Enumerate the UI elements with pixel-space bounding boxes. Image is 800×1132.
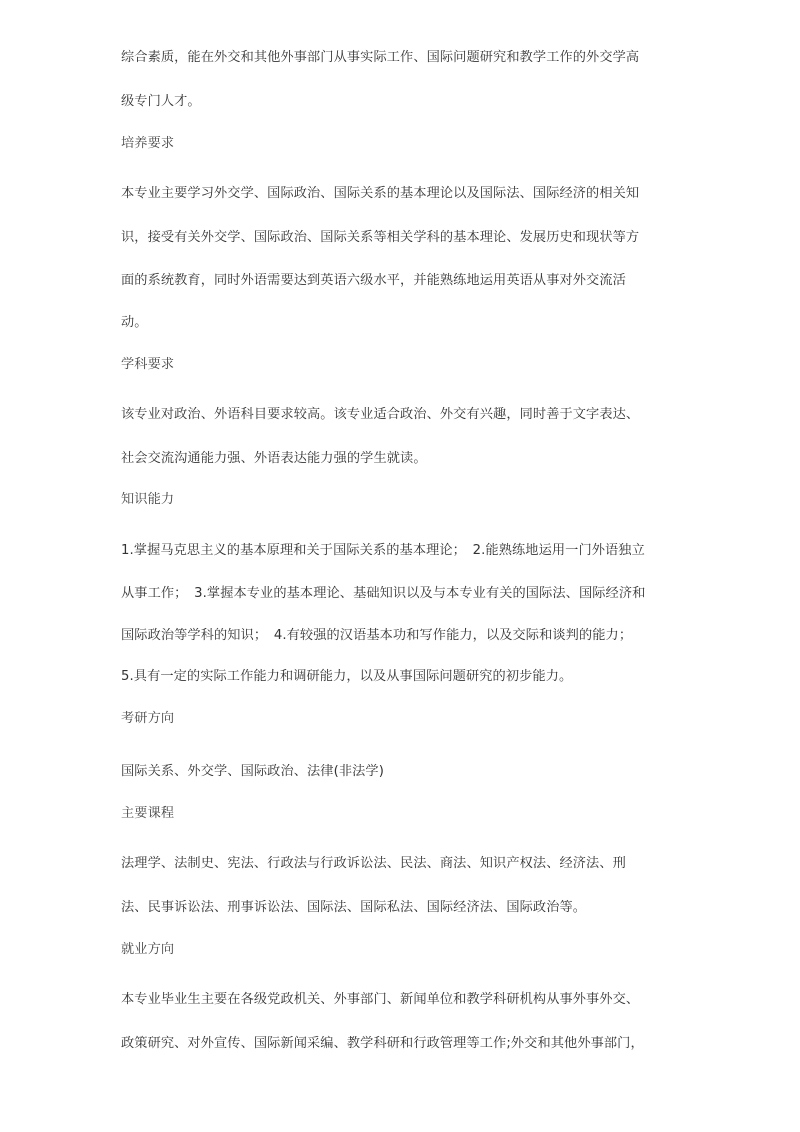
knowledge-line-2: 从事工作； 3.掌握本专业的基本理论、基础知识以及与本专业有关的国际法、国际经济和 [121,586,646,601]
knowledge-line-3: 国际政治等学科的知识； 4.有较强的汉语基本功和写作能力，以及交际和谈判的能力； [121,628,633,643]
intro-line-1: 综合素质，能在外交和其他外事部门从事实际工作、国际问题研究和教学工作的外交学高 [121,50,640,65]
employment-line-1: 本专业毕业生主要在各级党政机关、外事部门、新闻单位和教学科研机构从事外事外交、 [121,992,640,1007]
subject-line-1: 该专业对政治、外语科目要求较高。该专业适合政治、外交有兴趣，同时善于文字表达、 [121,407,640,422]
heading-employment-directions: 就业方向 [121,942,175,957]
knowledge-line-4: 5.具有一定的实际工作能力和调研能力，以及从事国际问题研究的初步能力。 [121,669,573,684]
subject-line-2: 社会交流沟通能力强、外语表达能力强的学生就读。 [121,451,427,466]
training-line-4: 动。 [121,315,148,330]
intro-line-2: 级专门人才。 [121,94,201,109]
heading-main-courses: 主要课程 [121,806,175,821]
heading-training-requirements: 培养要求 [121,136,175,151]
heading-subject-requirements: 学科要求 [121,357,175,372]
courses-line-2: 法、民事诉讼法、刑事诉讼法、国际法、国际私法、国际经济法、国际政治等。 [121,900,587,915]
knowledge-line-1: 1.掌握马克思主义的基本原理和关于国际关系的基本理论； 2.能熟练地运用一门外语独立 [121,543,645,558]
employment-line-2: 政策研究、对外宣传、国际新闻采编、教学科研和行政管理等工作;外交和其他外事部门， [121,1036,644,1051]
training-line-2: 识，接受有关外交学、国际政治、国际关系等相关学科的基本理论、发展历史和现状等方 [121,230,640,245]
heading-graduate-directions: 考研方向 [121,711,175,726]
graduate-line-1: 国际关系、外交学、国际政治、法律(非法学) [121,764,384,779]
training-line-1: 本专业主要学习外交学、国际政治、国际关系的基本理论以及国际法、国际经济的相关知 [121,186,640,201]
courses-line-1: 法理学、法制史、宪法、行政法与行政诉讼法、民法、商法、知识产权法、经济法、刑 [121,856,626,871]
training-line-3: 面的系统教育，同时外语需要达到英语六级水平，并能熟练地运用英语从事对外交流活 [121,273,626,288]
heading-knowledge-abilities: 知识能力 [121,492,175,507]
